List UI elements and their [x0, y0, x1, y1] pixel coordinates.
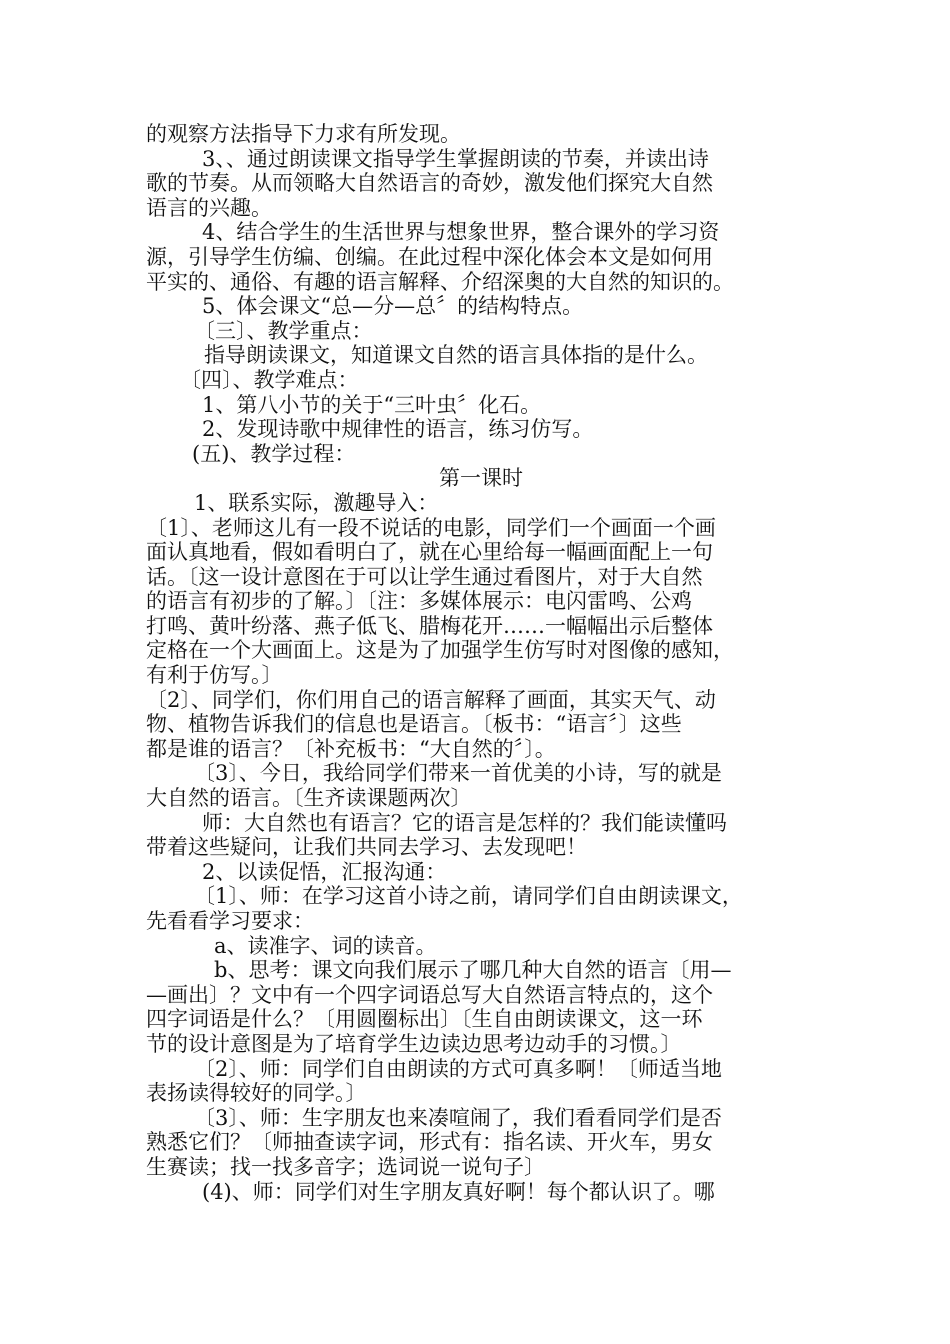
text-line: 定格在一个大画面上。这是为了加强学生仿写时对图像的感知， [146, 638, 734, 663]
text-line: 四字词语是什么？〔用圆圈标出〕〔生自由朗读课文，这一环 [146, 1007, 703, 1032]
text-line: 〔3〕、师：生字朋友也来凑喧闹了，我们看看同学们是否 [194, 1105, 722, 1130]
section-heading: (五)、教学过程： [192, 441, 356, 466]
text-line: 面认真地看，假如看明白了，就在心里给每一幅画面配上一句 [146, 540, 713, 565]
text-line: 〔1〕、老师这儿有一段不说话的电影，同学们一个画面一个画 [146, 515, 716, 540]
text-line: 指导朗读课文，知道课文自然的语言具体指的是什么。 [204, 343, 708, 368]
text-line: 〔2〕、师：同学们自由朗读的方式可真多啊！〔师适当地 [194, 1056, 722, 1081]
text-line: 的语言有初步的了解。〕〔注：多媒体展示：电闪雷鸣、公鸡 [146, 589, 692, 614]
lesson-title: 第一课时 [439, 466, 523, 491]
section-heading: 〔三〕、教学重点： [194, 318, 373, 343]
text-line: 源，引导学生仿编、创编。在此过程中深化体会本文是如何用 [146, 244, 713, 269]
text-line: 熟悉它们？〔师抽查读字词，形式有：指名读、开火车，男女 [146, 1130, 713, 1155]
text-line: 5、体会课文“总—分—总〞的结构特点。 [202, 294, 584, 319]
text-line: 生赛读；找一找多音字；选词说一说句子〕 [146, 1154, 545, 1179]
text-line: 〔2〕、同学们，你们用自己的语言解释了画面，其实天气、动 [146, 687, 716, 712]
text-line: 〔1〕、师：在学习这首小诗之前，请同学们自由朗读课文， [194, 884, 743, 909]
text-line: 2、以读促悟，汇报沟通： [202, 859, 447, 884]
text-line: 的观察方法指导下力求有所发现。 [146, 122, 461, 146]
text-line: 语言的兴趣。 [146, 195, 272, 220]
text-line: (4)、师：同学们对生字朋友真好啊！每个都认识了。哪 [202, 1179, 715, 1204]
text-line: —画出〕？文中有一个四字词语总写大自然语言特点的，这个 [146, 982, 713, 1007]
document-body [146, 122, 816, 1204]
text-line: a、读准字、词的读音。 [214, 933, 437, 958]
text-line: 带着这些疑问，让我们共同去学习、去发现吧！ [146, 835, 587, 860]
text-line: 话。〔这一设计意图在于可以让学生通过看图片，对于大自然 [146, 564, 703, 589]
text-line: 〔3〕、今日，我给同学们带来一首优美的小诗，写的就是 [194, 761, 722, 786]
text-line: 表扬读得较好的同学。〕 [146, 1081, 367, 1106]
text-line: 1、联系实际，激趣导入： [194, 490, 439, 515]
text-line: 物、植物告诉我们的信息也是语言。〔板书：“语言〞〕这些 [146, 712, 682, 737]
text-line: 有利于仿写。〕 [146, 663, 283, 688]
text-line: 1、第八小节的关于“三叶虫〞化石。 [202, 392, 542, 417]
text-line: 2、发现诗歌中规律性的语言，练习仿写。 [202, 417, 594, 442]
text-line: 平实的、通俗、有趣的语言解释、介绍深奥的大自然的知识的。 [146, 269, 734, 294]
text-line: 大自然的语言。〔生齐读课题两次〕 [146, 786, 472, 811]
text-line: 歌的节奏。从而领略大自然语言的奇妙，激发他们探究大自然 [146, 171, 713, 196]
section-heading: 〔四〕、教学难点： [180, 367, 359, 392]
text-line: 师：大自然也有语言？它的语言是怎样的？我们能读懂吗 [202, 810, 727, 835]
text-line: b、思考：课文向我们展示了哪几种大自然的语言〔用— [214, 958, 732, 983]
text-line: 都是谁的语言？〔补充板书：“大自然的〞〕。 [146, 736, 556, 761]
text-line: 先看看学习要求： [146, 909, 314, 933]
text-line: 打鸣、黄叶纷落、燕子低飞、腊梅花开……一幅幅出示后整体 [146, 613, 713, 638]
text-line: 3、、通过朗读课文指导学生掌握朗读的节奏，并读出诗 [202, 146, 709, 171]
text-line: 4、结合学生的生活世界与想象世界，整合课外的学习资 [202, 220, 720, 245]
text-line: 节的设计意图是为了培育学生边读边思考边动手的习惯。〕 [146, 1031, 682, 1056]
